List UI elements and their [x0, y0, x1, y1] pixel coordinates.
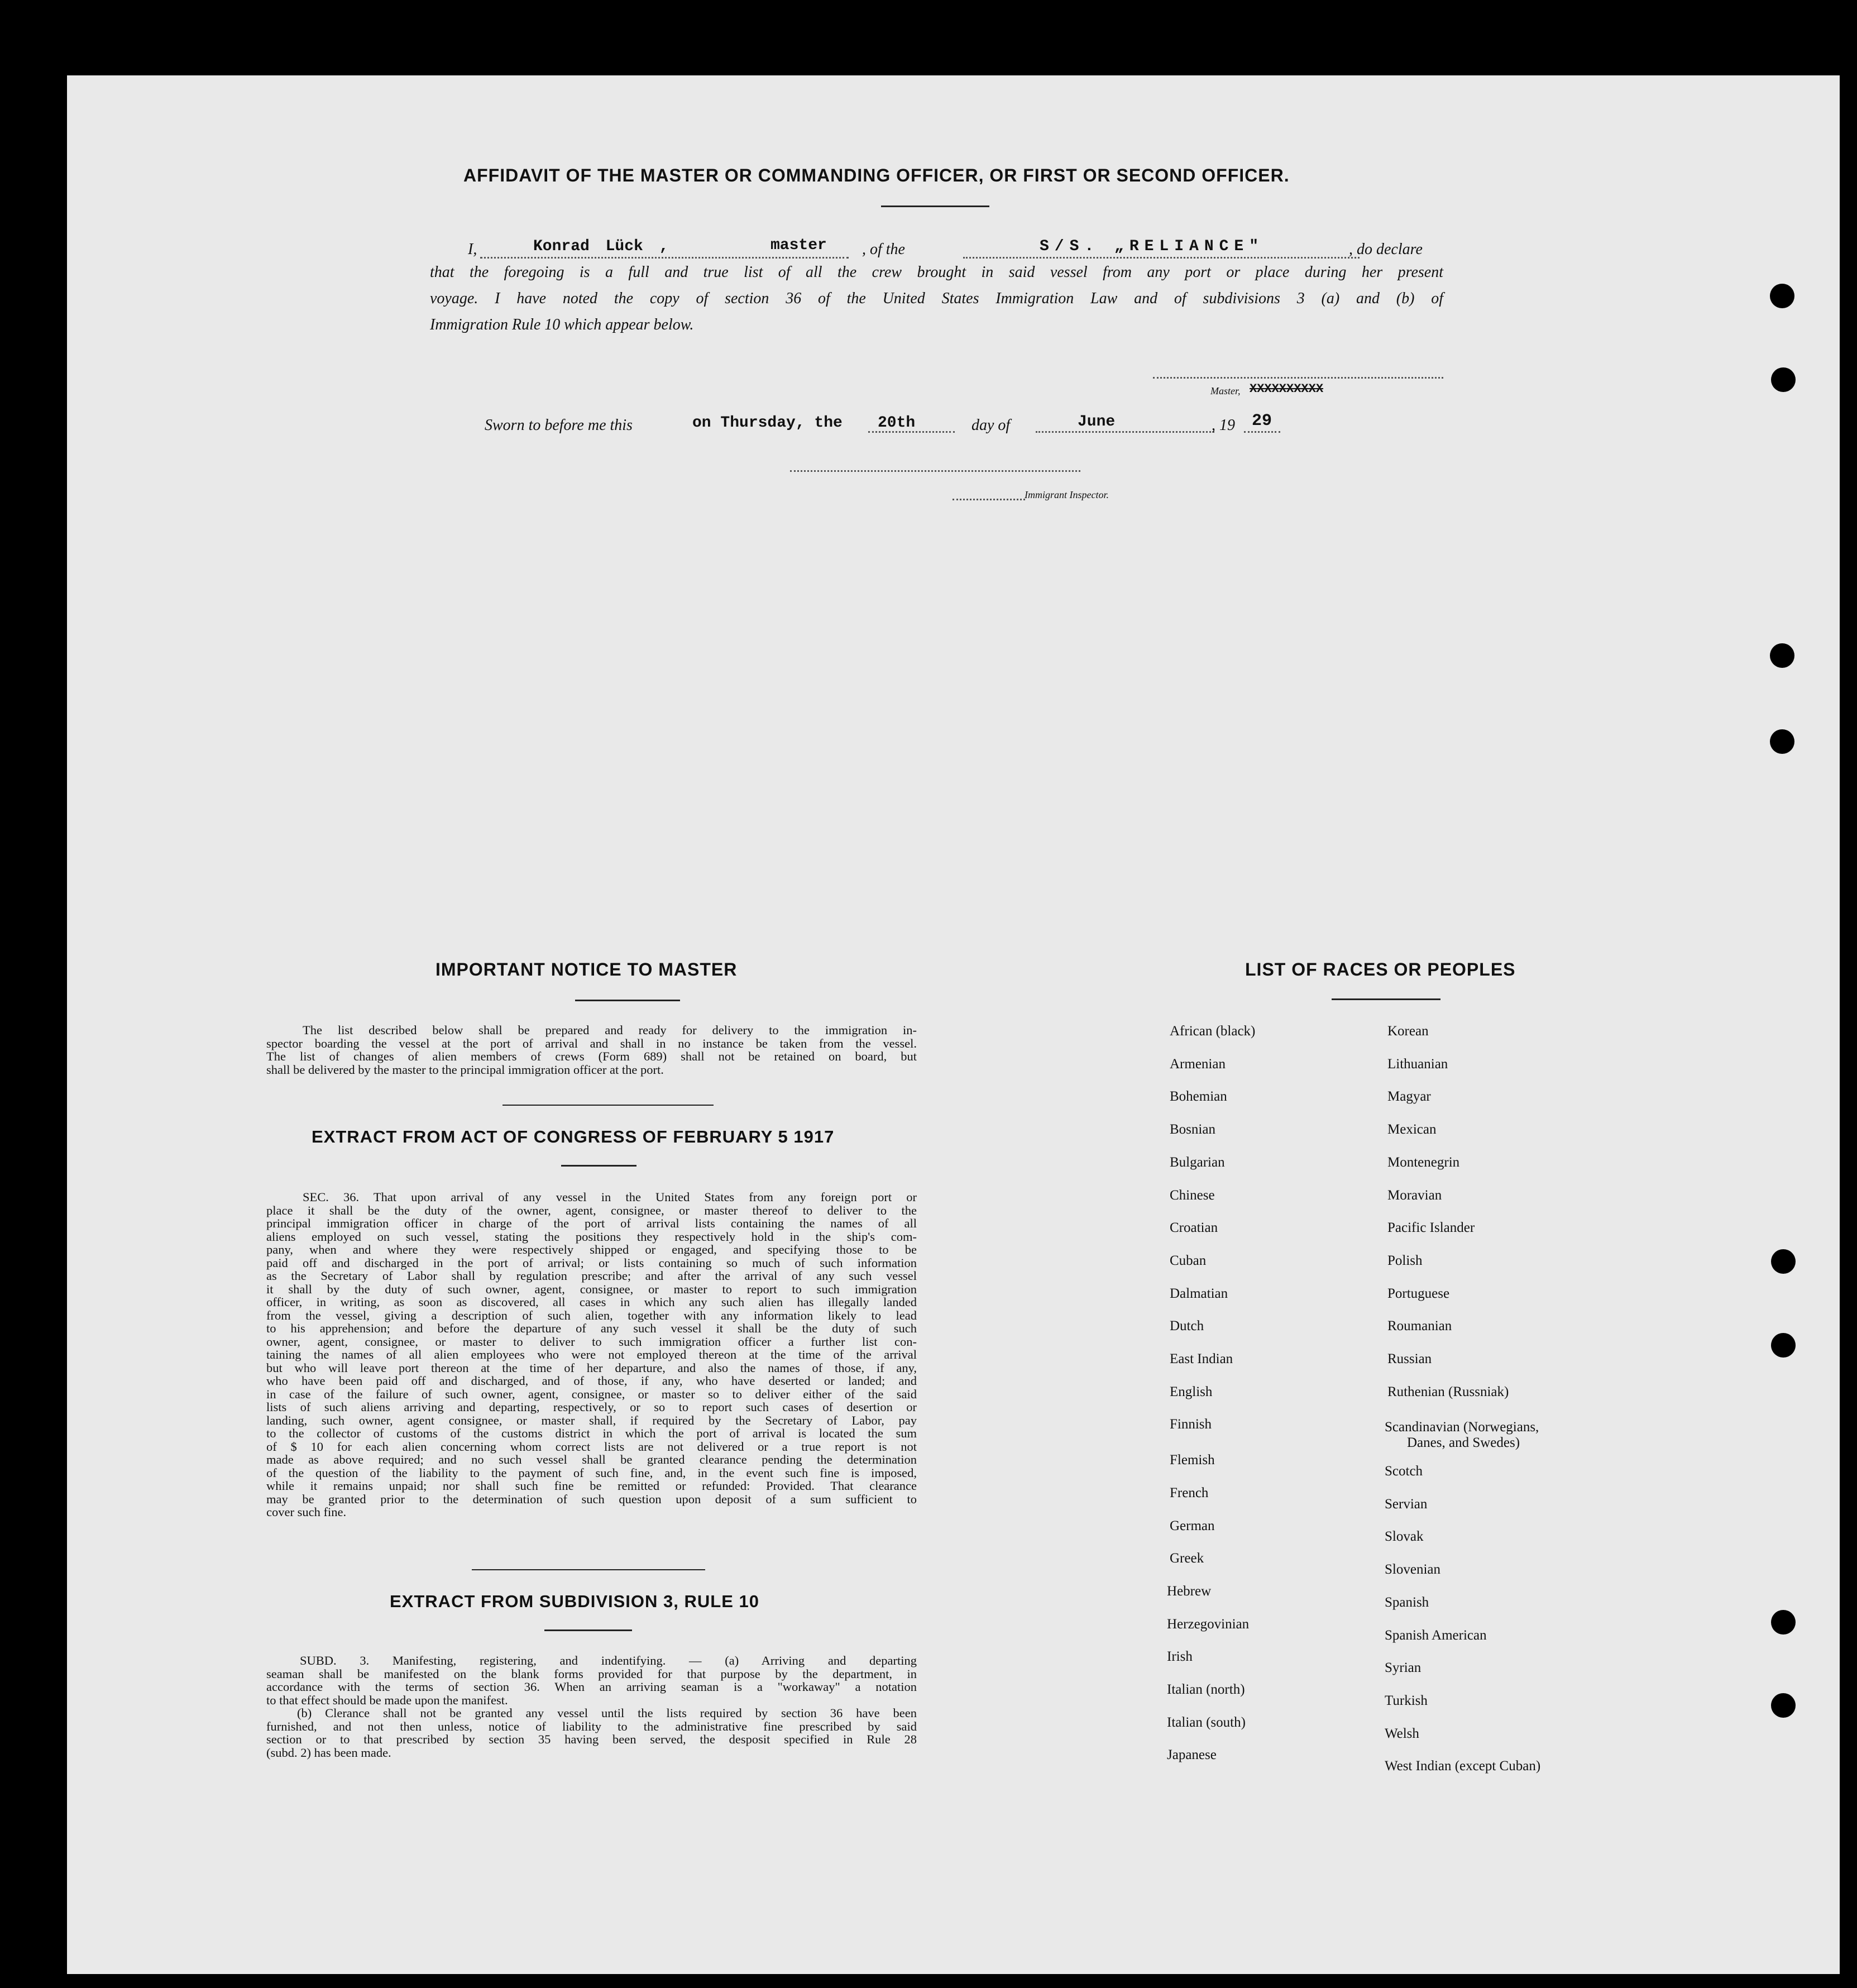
race-item: Armenian [1170, 1056, 1226, 1072]
punch-hole [1770, 643, 1794, 668]
race-item: English [1170, 1384, 1213, 1399]
race-item: Mexican [1387, 1122, 1437, 1138]
act-line: lists of such aliens arriving and departing, respectively, or so to report such cases of desertion or [266, 1400, 917, 1414]
race-item: Bohemian [1170, 1089, 1227, 1105]
races-rule [1332, 998, 1440, 1000]
race-item: Montenegrin [1387, 1154, 1460, 1170]
race-item: Flemish [1170, 1452, 1215, 1468]
act-line: owner, agent, consignee, or master to deliver to such immigration officer a further list con- [266, 1334, 917, 1349]
vessel-line [963, 257, 1360, 259]
race-item: Dutch [1170, 1318, 1204, 1334]
sworn-day: 20th [878, 414, 916, 432]
title-rule [881, 206, 989, 207]
act-line: may be granted prior to the determination of such question upon deposit of a sum sufficient to [266, 1492, 917, 1506]
rule-line: (b) Clerance shall not be granted any vessel until the lists required by section 36 have been [297, 1706, 917, 1720]
race-item: Bosnian [1170, 1122, 1215, 1138]
race-item: East Indian [1170, 1351, 1233, 1366]
affidavit-line-2: voyage. I have noted the copy of section 36 of the United States Immigration Law and of subdivisions 3 (a) and (b) of [430, 290, 1443, 307]
race-item: Spanish [1385, 1594, 1429, 1610]
sworn-month: June [1078, 413, 1116, 431]
rule-body [266, 1654, 917, 1759]
act-title: EXTRACT FROM ACT OF CONGRESS OF FEBRUARY 5 1917 [312, 1127, 835, 1146]
race-item: Pacific Islander [1387, 1220, 1475, 1236]
act-line: cover such fine. [266, 1505, 347, 1519]
race-item: Magyar [1387, 1089, 1431, 1105]
race-item: Slovak [1385, 1529, 1424, 1545]
punch-hole [1771, 1333, 1796, 1358]
race-item: African (black) [1170, 1024, 1256, 1039]
race-item: Scotch [1385, 1464, 1423, 1479]
notice-divider [502, 1105, 714, 1106]
race-item: Herzegovinian [1167, 1616, 1250, 1632]
act-line: who have been paid off and discharged, and of those, if any, who have deserted or landed; and [266, 1374, 917, 1388]
races-title: LIST OF RACES OR PEOPLES [1245, 959, 1516, 979]
race-item: Syrian [1385, 1660, 1422, 1676]
race-item: Finnish [1170, 1417, 1212, 1432]
notice-line: spector boarding the vessel at the port of arrival and shall in no instance be taken from the vessel. [266, 1036, 917, 1050]
rule-line: seaman shall be manifested on the blank forms provided for that purpose by the department, in [266, 1666, 917, 1681]
act-line: as the Secretary of Labor shall by regulation prescribe; and after the arrival of any such vessel [266, 1269, 917, 1283]
pre-name: I, [468, 241, 477, 258]
act-line: made as above required; and no such vessel shall be granted clearance pending the determination [266, 1452, 917, 1466]
year-prefix: , 19 [1212, 417, 1235, 434]
race-item: Roumanian [1387, 1318, 1452, 1334]
act-line: of $ 10 for each alien concerning whom correct lists are not delivered or a true report is not [266, 1439, 917, 1454]
notice-title: IMPORTANT NOTICE TO MASTER [435, 959, 738, 979]
do-declare: , do declare [1349, 241, 1423, 258]
year-line [1244, 431, 1280, 433]
race-item: Ruthenian (Russniak) [1387, 1384, 1509, 1399]
inspector-line [790, 470, 1080, 472]
affidavit-title: AFFIDAVIT OF THE MASTER OR COMMANDING OFFICER, OR FIRST OR SECOND OFFICER. [463, 165, 1290, 185]
rule-line: (subd. 2) has been made. [266, 1745, 391, 1760]
race-item: Croatian [1170, 1220, 1218, 1236]
notice-line: shall be delivered by the master to the principal immigration officer at the port. [266, 1062, 664, 1077]
rule-line: SUBD. 3. Manifesting, registering, and indentifying. — (a) Arriving and departing [300, 1654, 917, 1667]
race-item: Moravian [1387, 1187, 1442, 1203]
race-item: Dalmatian [1170, 1285, 1228, 1301]
race-item: Italian (north) [1167, 1682, 1245, 1697]
master-label: Master, [1210, 385, 1241, 396]
race-item: Servian [1385, 1496, 1428, 1512]
race-item: Portuguese [1387, 1285, 1450, 1301]
notice-rule [575, 1000, 680, 1001]
sworn-prefix: Sworn to before me this [485, 417, 633, 434]
act-line: to the collector of customs of the customs district in which the port of arrival is located the sum [266, 1426, 917, 1440]
act-line: principal immigration officer in charge of the port of arrival lists containing the names of all [266, 1216, 917, 1230]
act-line: while it remains unpaid; nor shall such fine be remitted or refunded: Provided. That clearance [266, 1479, 917, 1493]
race-item: Danes, and Swedes) [1407, 1435, 1520, 1450]
rule-line: accordance with the terms of section 36. When an arriving seaman is a "workaway" a notation [266, 1680, 917, 1694]
race-item: Greek [1170, 1551, 1204, 1566]
act-line: but who will leave port thereon at the time of her departure, and also the names of those, if any, [266, 1360, 917, 1375]
race-item: Cuban [1170, 1253, 1207, 1268]
act-line: to his apprehension; and before the departure of any such vessel it shall be the duty of such [266, 1321, 917, 1335]
inspector-line-2 [953, 499, 1025, 500]
act-line: aliens employed on such vessel, stating the positions they respectively hold in the ship's com- [266, 1229, 917, 1244]
affidavit-line-1: that the foregoing is a full and true list of all the crew brought in said vessel from any port or place during her present [430, 264, 1443, 281]
rule-line: section or to that prescribed by section 35 having been served, the desposit specified in Rule 28 [266, 1732, 917, 1746]
notice-line: The list described below shall be prepared and ready for delivery to the immigration in- [303, 1023, 917, 1037]
race-item: Korean [1387, 1024, 1429, 1039]
rule-line: furnished, and not then unless, notice of liability to the administrative fine prescribed by said [266, 1719, 917, 1733]
of-the: , of the [862, 241, 905, 258]
act-line: place it shall be the duty of the owner, agent, consignee, or master thereof to deliver to the [266, 1203, 917, 1217]
act-divider [472, 1569, 705, 1570]
race-item: Polish [1387, 1253, 1423, 1268]
rule-rule [544, 1629, 632, 1631]
vessel-name: S/S. „RELIANCE" [1040, 238, 1265, 255]
race-item: Bulgarian [1170, 1154, 1225, 1170]
master-name: Konrad Lück , [533, 238, 669, 255]
master-struck: XXXXXXXXXX [1250, 382, 1324, 396]
month-line [1036, 431, 1214, 433]
race-item: Hebrew [1167, 1583, 1212, 1599]
act-rule [561, 1165, 636, 1167]
act-line: paid off and discharged in the port of arrival; or lists containing so much of such information [266, 1255, 917, 1270]
race-item: Scandinavian (Norwegians, [1385, 1420, 1539, 1435]
sworn-year: 29 [1252, 412, 1272, 431]
punch-hole [1771, 1693, 1796, 1718]
act-line: from the vessel, giving a description of such alien, together with any information likely to lead [266, 1308, 917, 1322]
punch-hole [1771, 1249, 1796, 1274]
act-body [266, 1191, 917, 1519]
race-item: German [1170, 1518, 1215, 1533]
race-item: Spanish American [1385, 1627, 1487, 1643]
day-of: day of [971, 417, 1011, 434]
race-item: Italian (south) [1167, 1714, 1246, 1730]
race-item: Slovenian [1385, 1562, 1440, 1578]
act-line: landing, such owner, agent consignee, or master shall, if required by the Secretary of Labor, pay [266, 1413, 917, 1427]
race-item: Lithuanian [1387, 1056, 1448, 1072]
race-item: Turkish [1385, 1693, 1428, 1708]
master-signature-line [1153, 377, 1443, 379]
race-item: Chinese [1170, 1187, 1215, 1203]
act-line: SEC. 36. That upon arrival of any vessel in the United States from any foreign port or [303, 1190, 917, 1204]
punch-hole [1770, 729, 1794, 754]
act-line: officer, in writing, as soon as discovered, all cases in which any such alien has illegally landed [266, 1295, 917, 1309]
name-line [480, 257, 849, 259]
punch-hole [1770, 284, 1794, 308]
act-line: taining the names of all alien employees who were not employed thereon at the time of the arrival [266, 1347, 917, 1361]
punch-hole [1771, 1610, 1796, 1635]
notice-line: The list of changes of alien members of crews (Form 689) shall not be retained on board, but [266, 1049, 917, 1063]
race-item: French [1170, 1485, 1209, 1500]
act-line: in case of the failure of such owner, agent, consignee, or master so to deliver either of the said [266, 1387, 917, 1401]
sworn-day-text: on Thursday, the [692, 414, 843, 432]
race-item: West Indian (except Cuban) [1385, 1758, 1541, 1774]
act-line: of the question of the liability to the payment of such fine, and, in the event such fine is imposed, [266, 1465, 917, 1480]
act-line: it shall by the duty of such owner, agent, consignee, or master to report to such immigration [266, 1282, 917, 1296]
act-line: pany, when and where they were respectively shipped or engaged, and specifying those to be [266, 1242, 917, 1256]
race-item: Welsh [1385, 1726, 1419, 1741]
race-item: Japanese [1167, 1747, 1217, 1763]
rule-line: to that effect should be made upon the manifest. [266, 1693, 508, 1707]
race-item: Irish [1167, 1649, 1193, 1665]
inspector-label: Immigrant Inspector. [1025, 489, 1109, 500]
master-rank: master [770, 237, 827, 254]
race-item: Russian [1387, 1351, 1432, 1366]
affidavit-line-3: Immigration Rule 10 which appear below. [430, 316, 694, 333]
rule-title: EXTRACT FROM SUBDIVISION 3, RULE 10 [390, 1592, 759, 1611]
notice-body [266, 1024, 917, 1076]
punch-hole [1771, 367, 1796, 392]
